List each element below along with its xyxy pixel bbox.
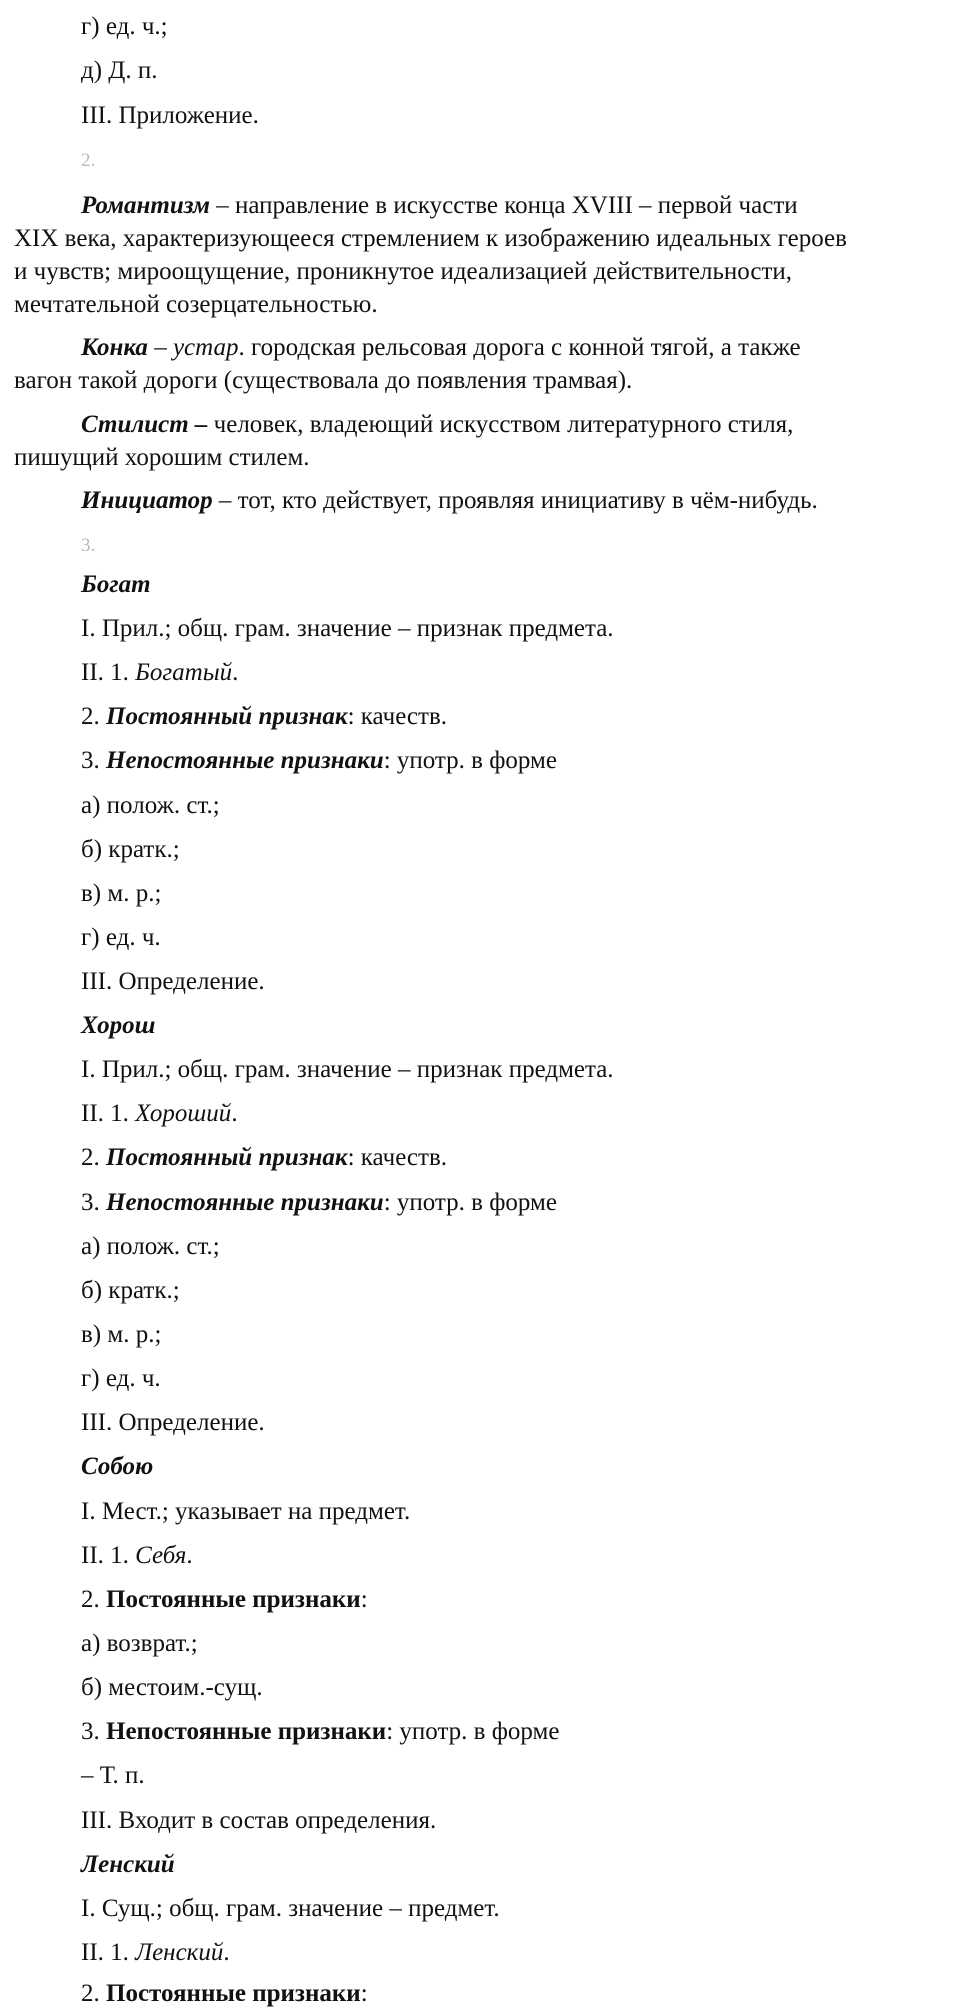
text-line: б) кратк.;: [81, 1277, 180, 1304]
text-line: – Т. п.: [81, 1762, 145, 1789]
text-line: II. 1. Ленский.: [81, 1939, 230, 1966]
term: Конка: [81, 334, 148, 361]
text-line: а) полож. ст.;: [81, 1233, 220, 1260]
text-line: III. Определение.: [81, 1409, 265, 1436]
text-line: II. 1. Себя.: [81, 1542, 193, 1569]
text-line: I. Прил.; общ. грам. значение – признак предмета.: [81, 615, 614, 642]
definition-paragraph: Стилист – человек, владеющий искусством литературного стиля,: [81, 411, 794, 438]
text-line: I. Прил.; общ. грам. значение – признак предмета.: [81, 1056, 614, 1083]
text-line: XIX века, характеризующееся стремлением к изображению идеальных героев: [14, 225, 847, 252]
text-line: III. Входит в состав определения.: [81, 1807, 437, 1834]
term: Стилист –: [81, 411, 208, 438]
word-heading: Собою: [81, 1453, 154, 1480]
definition-paragraph: Конка – устар. городская рельсовая дорога с конной тягой, а также: [81, 334, 801, 361]
definition-paragraph: Инициатор – тот, кто действует, проявляя инициативу в чём-нибудь.: [81, 487, 818, 514]
text-line: II. 1. Хороший.: [81, 1100, 238, 1127]
text-line: б) кратк.;: [81, 836, 180, 863]
section-number: 2.: [81, 150, 96, 171]
text-line: 3. Непостоянные признаки: употр. в форме: [81, 1189, 557, 1216]
text-line: г) ед. ч.: [81, 924, 161, 951]
text-line: б) местоим.-сущ.: [81, 1674, 263, 1701]
text-line: д) Д. п.: [81, 57, 158, 84]
word-heading: Хорош: [81, 1012, 156, 1039]
text-line: в) м. р.;: [81, 880, 162, 907]
text-line: I. Мест.; указывает на предмет.: [81, 1498, 411, 1525]
text-line: 2. Постоянные признаки:: [81, 1980, 368, 2007]
text-line: в) м. р.;: [81, 1321, 162, 1348]
text-line: II. 1. Богатый.: [81, 659, 239, 686]
text-line: 3. Непостоянные признаки: употр. в форме: [81, 747, 557, 774]
text-line: а) полож. ст.;: [81, 792, 220, 819]
term: Инициатор: [81, 487, 213, 514]
text-line: г) ед. ч.;: [81, 13, 168, 40]
text-line: а) возврат.;: [81, 1630, 198, 1657]
text-line: вагон такой дороги (существовала до появления трамвая).: [14, 367, 633, 394]
text-line: 2. Постоянные признаки:: [81, 1586, 368, 1613]
text-line: мечтательной созерцательностью.: [14, 291, 378, 318]
word-heading: Богат: [81, 571, 151, 598]
text-line: 3. Непостоянные признаки: употр. в форме: [81, 1718, 560, 1745]
text-line: 2. Постоянный признак: качеств.: [81, 703, 448, 730]
text-line: г) ед. ч.: [81, 1365, 161, 1392]
word-heading: Ленский: [81, 1851, 175, 1878]
definition-paragraph: Романтизм – направление в искусстве конца XVIII – первой части: [81, 192, 798, 219]
text-line: III. Определение.: [81, 968, 265, 995]
text-line: пишущий хорошим стилем.: [14, 444, 310, 471]
text-line: I. Сущ.; общ. грам. значение – предмет.: [81, 1895, 500, 1922]
text-line: 2. Постоянный признак: качеств.: [81, 1144, 448, 1171]
term: Романтизм: [81, 192, 211, 219]
text-line: и чувств; мироощущение, проникнутое идеализацией действительности,: [14, 258, 793, 285]
text-line: III. Приложение.: [81, 102, 259, 129]
section-number: 3.: [81, 535, 96, 556]
